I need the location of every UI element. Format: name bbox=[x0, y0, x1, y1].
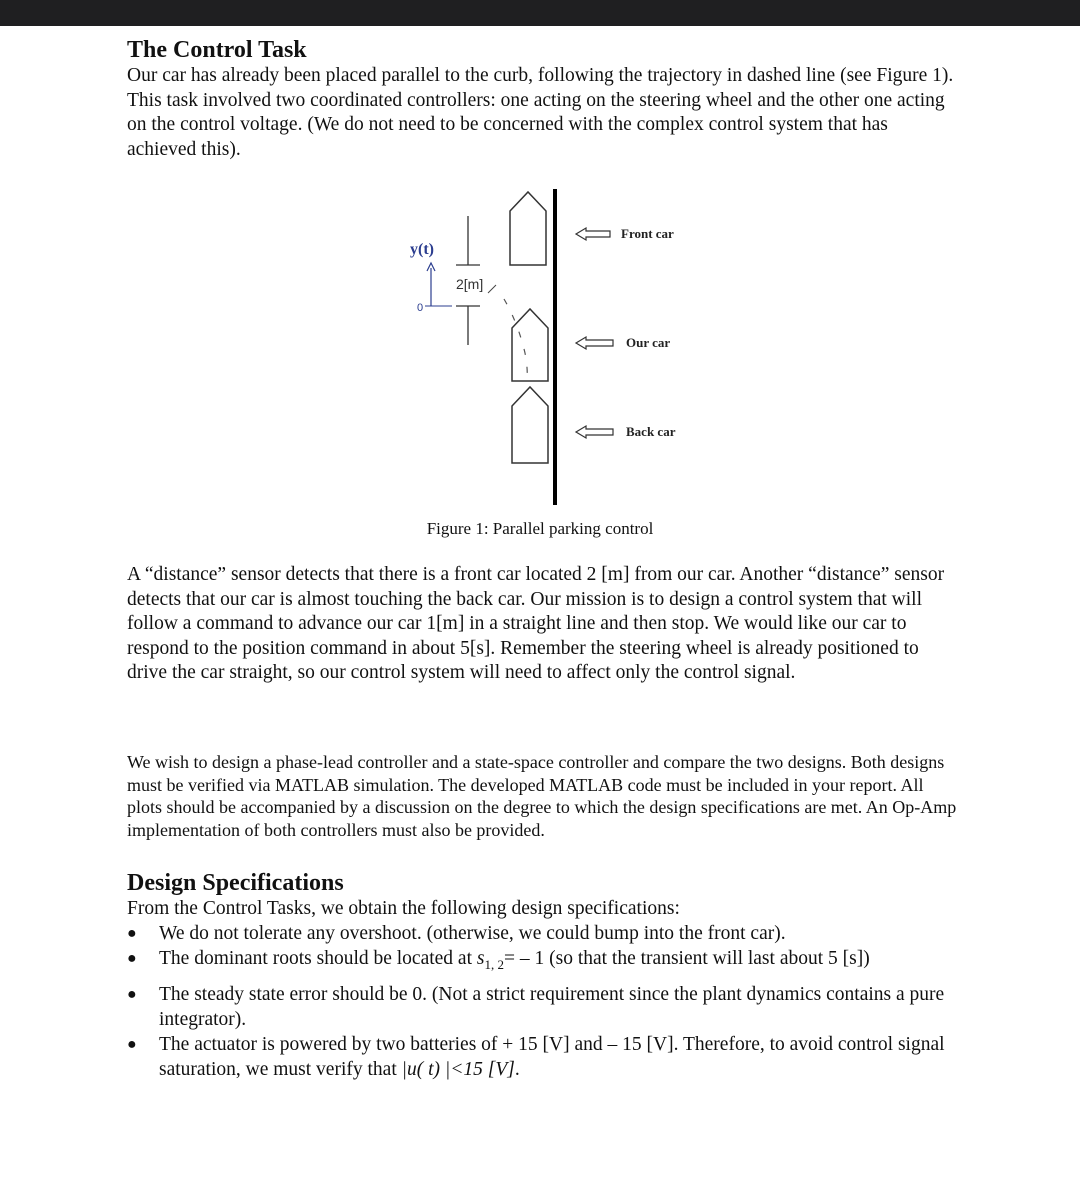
back-car-label: Back car bbox=[626, 424, 676, 439]
mission-text: A “distance” sensor detects that there is a front car located 2 [m] from our car. Another “distance” sensor detects that our car is almost touching the back car. Our mission is to design a control system that will follow a command to advance our car 1[m] in a straight line and then stop. We would like our car to respond to the position command in about 5[s]. Remember the steering wheel is already positioned to drive the car straight, so our control system will need to affect only the control signal. bbox=[127, 564, 945, 683]
design-title: Design Specifications bbox=[127, 870, 344, 896]
our-car-label: Our car bbox=[626, 335, 671, 350]
y-axis-label: y(t) bbox=[410, 241, 434, 258]
figure-caption: Figure 1: Parallel parking control bbox=[426, 519, 654, 538]
distance-label-pointer bbox=[488, 285, 496, 293]
section-title: The Control Task bbox=[127, 37, 307, 63]
spec-text-post: . bbox=[514, 1058, 520, 1080]
parking-figure bbox=[400, 183, 700, 513]
spec-item-roots bbox=[127, 947, 967, 977]
mission-paragraph bbox=[127, 563, 957, 686]
bullet-icon: ● bbox=[127, 924, 137, 942]
trajectory-dashed bbox=[504, 299, 527, 381]
y-axis-zero: 0 bbox=[417, 302, 424, 314]
spec-text: The steady state error should be 0. (Not a strict requirement since the plant dynamics contains a pure integrator). bbox=[159, 984, 945, 1030]
our-car-shape bbox=[512, 309, 548, 381]
spec-text-pre: The dominant roots should be located at bbox=[159, 948, 477, 969]
spec-math-eq: = – 1 bbox=[503, 948, 545, 969]
distance-label: 2[m] bbox=[456, 276, 484, 292]
spec-text: We do not tolerate any overshoot. (otherwise, we could bump into the front car). bbox=[159, 922, 786, 944]
intro-paragraph: Our car has already been placed parallel to the curb, following the trajectory in dashed line (see Figure 1). This task involved two coordinated controllers: one acting on the steering wheel and the other one acting on the control voltage. (We do not need to be concerned with the complex control system that has achieved this). bbox=[127, 65, 954, 160]
design-goal-text: We wish to design a phase-lead controller and a state-space controller and compare the two designs. Both designs must be verified via MATLAB simulation. The developed MATLAB code must be included in your report. All plots should be accompanied by a discussion on the degree to which the design specifications are met. An Op-Amp implementation of both controllers must also be provided. bbox=[127, 752, 957, 840]
our-car-arrow-icon bbox=[576, 337, 613, 349]
design-goal-paragraph bbox=[127, 751, 957, 841]
bullet-icon: ● bbox=[127, 950, 137, 967]
back-car-arrow-icon bbox=[576, 426, 613, 438]
control-task-section bbox=[127, 36, 957, 162]
front-car-label: Front car bbox=[621, 226, 674, 241]
top-bar bbox=[0, 0, 1080, 26]
design-intro: From the Control Tasks, we obtain the following design specifications: bbox=[127, 898, 680, 919]
spec-text-post: (so that the transient will last about 5 [s]) bbox=[544, 948, 870, 969]
spec-math-sub: 1, 2 bbox=[484, 956, 504, 972]
spec-math-s: s bbox=[476, 948, 485, 969]
bullet-icon: ● bbox=[127, 986, 137, 1004]
spec-list bbox=[127, 922, 967, 1083]
spec-text-pre: The actuator is powered by two batteries of + 15 [V] and – 15 [V]. Therefore, to avoid control signal saturation, we must verify that bbox=[159, 1034, 945, 1080]
design-specifications-section bbox=[127, 869, 967, 1082]
back-car-shape bbox=[512, 387, 548, 463]
spec-math-u: |u( t) |<15 [V] bbox=[401, 1058, 515, 1080]
spec-item-steady-state bbox=[127, 983, 967, 1032]
spec-item-actuator bbox=[127, 1033, 967, 1082]
front-car-arrow-icon bbox=[576, 228, 610, 240]
front-car-shape bbox=[510, 192, 546, 265]
spec-item-overshoot bbox=[127, 922, 967, 947]
bullet-icon: ● bbox=[127, 1036, 137, 1054]
